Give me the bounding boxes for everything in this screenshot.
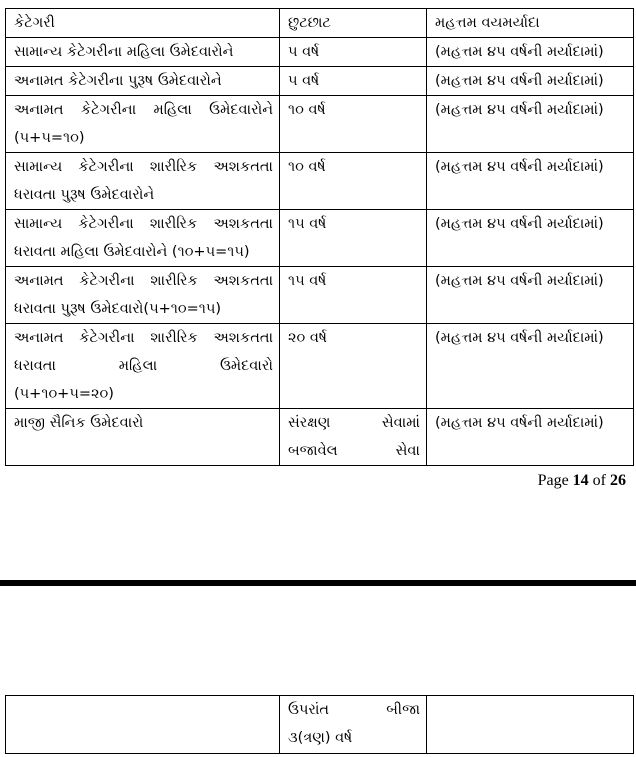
continuation-relax-cell	[280, 696, 427, 754]
category-cell	[6, 210, 280, 267]
relaxation-cell-line: ૨૦ વર્ષ	[288, 330, 327, 346]
table-row	[6, 324, 634, 409]
max-age-cell: (મહત્તમ ૪૫ વર્ષની મર્યાદામાં)	[427, 96, 634, 153]
category-cell-line: અનામત કેટેગરીના મહિલા ઉમેદવારોને	[14, 102, 273, 118]
page-current: 14	[572, 472, 589, 489]
category-cell-line: (૫+૧૦+૫=૨૦)	[14, 386, 114, 402]
category-cell	[6, 67, 280, 96]
page-number	[538, 472, 626, 490]
relaxation-cell-line: સંરક્ષણ સેવામાં	[288, 415, 420, 431]
relaxation-cell-line: ૧૦ વર્ષ	[288, 102, 326, 118]
relaxation-cell	[280, 210, 427, 267]
category-cell-line: અનામત કેટેગરીના શારીરિક અશકતતા	[14, 273, 273, 289]
header-category: કેટેગરી	[6, 9, 280, 38]
page-of-label: of	[592, 472, 606, 489]
max-age-cell: (મહત્તમ ૪૫ વર્ષની મર્યાદામાં)	[427, 267, 634, 324]
table-row	[6, 696, 634, 754]
max-age-cell: (મહત્તમ ૪૫ વર્ષની મર્યાદામાં)	[427, 153, 634, 210]
category-cell-line: ધરાવતા પુરૂષ ઉમેદવારો(૫+૧૦=૧૫)	[14, 301, 222, 317]
relaxation-cell	[280, 67, 427, 96]
category-cell	[6, 409, 280, 466]
relaxation-cell-line: ૫ વર્ષ	[288, 73, 320, 89]
table-row	[6, 153, 634, 210]
continuation-table	[5, 695, 634, 754]
relaxation-cell-line: ૧૦ વર્ષ	[288, 159, 326, 175]
table-row	[6, 210, 634, 267]
max-age-cell: (મહત્તમ ૪૫ વર્ષની મર્યાદામાં)	[427, 67, 634, 96]
category-cell	[6, 324, 280, 409]
page-separator	[0, 580, 636, 586]
category-cell-line: ધરાવતા પુરૂષ ઉમેદવારોને	[14, 187, 155, 203]
top-edge-fragment	[12, 0, 22, 3]
category-cell	[6, 96, 280, 153]
table-header-row	[6, 9, 634, 38]
category-cell	[6, 267, 280, 324]
category-cell-line: માજી સૈનિક ઉમેદવારો	[14, 415, 144, 431]
category-cell-line: સામાન્ય કેટેગરીના મહિલા ઉમેદવારોને	[14, 44, 234, 60]
age-relaxation-table	[5, 8, 634, 466]
category-cell-line: ધરાવતા મહિલા ઉમેદવારો	[14, 358, 273, 374]
category-cell-line: સામાન્ય કેટેગરીના શારીરિક અશકતતા	[14, 216, 273, 232]
max-age-cell: (મહત્તમ ૪૫ વર્ષની મર્યાદામાં)	[427, 324, 634, 409]
header-max-age: મહત્તમ વયમર્યાદા	[427, 9, 634, 38]
relaxation-cell	[280, 96, 427, 153]
max-age-cell: (મહત્તમ ૪૫ વર્ષની મર્યાદામાં)	[427, 38, 634, 67]
relaxation-cell-line: બજાવેલ સેવા	[288, 443, 420, 459]
max-age-cell: (મહત્તમ ૪૫ વર્ષની મર્યાદામાં)	[427, 409, 634, 466]
category-cell	[6, 153, 280, 210]
page-label: Page	[537, 472, 569, 489]
category-cell	[6, 38, 280, 67]
table-row	[6, 409, 634, 466]
continuation-max-cell	[427, 696, 634, 754]
continuation-category-cell	[6, 696, 280, 754]
table-row	[6, 38, 634, 67]
table-row	[6, 267, 634, 324]
relaxation-cell	[280, 324, 427, 409]
relaxation-cell	[280, 153, 427, 210]
table-row	[6, 96, 634, 153]
category-cell-line: અનામત કેટેગરીના શારીરિક અશકતતા	[14, 330, 273, 346]
relaxation-cell-line: ૧૫ વર્ષ	[288, 216, 327, 232]
continuation-relax-line: ૩(ત્રણ) વર્ષ	[288, 730, 353, 746]
relaxation-cell	[280, 267, 427, 324]
header-relaxation: છુટછાટ	[280, 9, 427, 38]
page-total: 26	[610, 472, 626, 489]
relaxation-cell	[280, 409, 427, 466]
next-page-text-fragment	[10, 752, 630, 757]
category-cell-line: સામાન્ય કેટેગરીના શારીરિક અશકતતા	[14, 159, 273, 175]
relaxation-cell-line: ૫ વર્ષ	[288, 44, 320, 60]
table-row	[6, 67, 634, 96]
max-age-cell: (મહત્તમ ૪૫ વર્ષની મર્યાદામાં)	[427, 210, 634, 267]
relaxation-cell-line: ૧૫ વર્ષ	[288, 273, 327, 289]
continuation-relax-line: ઉપરાંત બીજા	[288, 702, 420, 718]
category-cell-line: (૫+૫=૧૦)	[14, 130, 85, 146]
category-cell-line: અનામત કેટેગરીના પુરૂષ ઉમેદવારોને	[14, 73, 222, 89]
category-cell-line: ધરાવતા મહિલા ઉમેદવારોને (૧૦+૫=૧૫)	[14, 244, 250, 260]
relaxation-cell	[280, 38, 427, 67]
